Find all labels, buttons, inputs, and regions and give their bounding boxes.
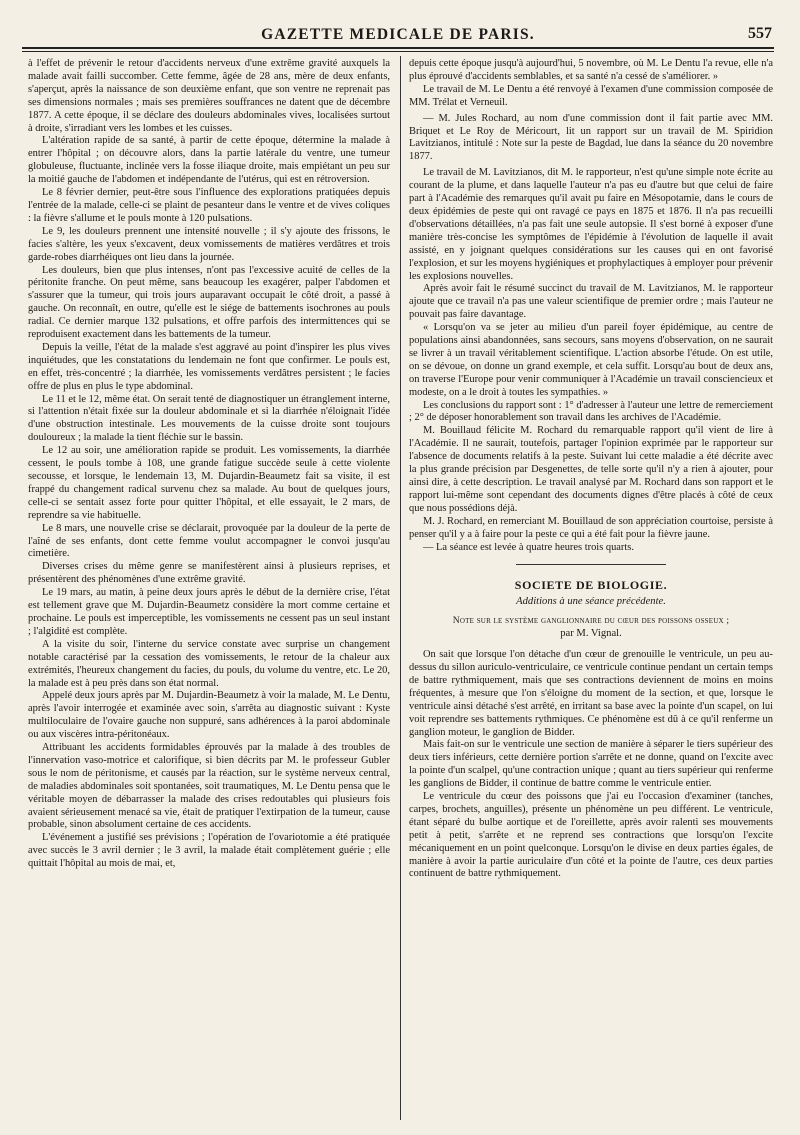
- paragraph: Le 9, les douleurs prennent une intensité nouvelle ; il s'y ajoute des frissons, le facies s'altère, les yeux s'excavent, deux vomissements de matières verdâtres et trois garde-robes diarrhéiques ont lieu dans la journée.: [28, 225, 390, 263]
- paragraph: Le 11 et le 12, même état. On serait tenté de diagnostiquer un étranglement interne, si l'attention n'était fixée sur la douleur abdominale et si la diarrhée n'éloignait l'idée d'une obstruction intestinale. Les mouvements de la cuisse droite sont toujours douloureux ; la malade la tient fléchie sur le bassin.: [28, 393, 390, 444]
- page-header: [22, 24, 774, 46]
- journal-title: GAZETTE MEDICALE DE PARIS.: [261, 26, 535, 43]
- paragraph: Le 8 février dernier, peut-être sous l'influence des explorations pratiquées depuis l'entrée de la malade, celle-ci se plaint de pesanteur dans le ventre et de vives coliques : la fièvre s'allume et le pouls monte à 120 pulsations.: [28, 187, 390, 224]
- society-heading: SOCIETE DE BIOLOGIE.: [514, 578, 668, 593]
- header-rule-thick: [22, 47, 774, 49]
- paragraph: Les conclusions du rapport sont : 1° d'adresser à l'auteur une lettre de remerciement ; 2° de déposer honorablement son travail dans les archives de l'Académie.: [409, 399, 773, 424]
- paragraph: On sait que lorsque l'on détache d'un cœur de grenouille le ventricule, un peu au-dessus du sillon auriculo-ventriculaire, ce ventricule continue pendant un certain temps de battre rythmiquement, mais que ses contractions deviennent de moins en moins fréquentes, à mesure que l'on s'éloigne du moment de la section, et que, lorsque le ventricule ainsi détaché s'est arrêté, en irritant sa base avec la pointe d'un scapel, on lui voit reprendre ses battements rythmiques. Ce phénomène est dû à ce qu'il renferme un ganglion moteur, le ganglion de Bidder.: [409, 649, 773, 738]
- paragraph: Le travail de M. Lavitzianos, dit M. le rapporteur, n'est qu'une simple note écrite au courant de la plume, et dans laquelle l'auteur n'a pas eu d'autre but que celui de faire part à l'Académie des remarques qu'il avait pu faire en Mésopotamie, dans le cours de deux épidémies de peste qui ont ravagé ce pays en 1875 et 1876. Il n'a pas recueilli d'observations détaillées, n'a pas fait une seule autopsie. Il s'est borné à exposer d'une manière très-concise les symptômes de l'épidémie à l'évolution de laquelle il avait assisté, en y joignant quelques considérations sur les causes qui en ont favorisé l'explosion, et sur les moyens hygiéniques et prophylactiques à employer pour prévenir les explosions nouvelles.: [409, 167, 773, 282]
- society-subheading: Additions à une séance précédente.: [516, 596, 666, 608]
- paragraph: « Lorsqu'on va se jeter au milieu d'un pareil foyer épidémique, au centre de populations ainsi abandonnées, sans secours, sans moyens d'observation, on ne saurait se livrer à un travail véritablement scientifique. L'action absorbe l'étude. On est utile, on se dévoue, on donne un grand exemple, et cela suffit. Lorsqu'au bout de deux ans, on traverse l'Europe pour venir communiquer à l'Académie un travail consciencieux et modeste, on a le droit à toutes les sympathies. »: [409, 322, 773, 398]
- column-divider: [400, 56, 401, 1120]
- paragraph: à l'effet de prévenir le retour d'accidents nerveux d'une extrême gravité auxquels la malade avait failli succomber. Cette femme, âgée de 28 ans, mère de deux enfants, s'aperçut, après la naissance de son deuxième enfant, que son ventre ne reprenait pas ses dimensions normales ; mais ses premières souffrances ne datent que de décembre 1877. A cette époque, il se déclare des douleurs abdominales vives, localisées surtout à droite, s'irradiant vers les lombes et les cuisses.: [28, 58, 390, 134]
- paragraph: Le travail de M. Le Dentu a été renvoyé à l'examen d'une commission composée de MM. Trélat et Verneuil.: [409, 83, 773, 108]
- paragraph: Depuis la veille, l'état de la malade s'est aggravé au point d'inspirer les plus vives inquiétudes, que les constatations du lendemain ne font que confirmer. Le pouls est, en effet, très-concentré ; la diarrhée, les vomissements verdâtres persistent ; le facies offre de plus en plus le type abdominal.: [28, 341, 390, 392]
- paragraph: — M. Jules Rochard, au nom d'une commission dont il fait partie avec MM. Briquet et Le Roy de Méricourt, lit un rapport sur un travail de M. Spiridion Lavitzianos, intitulé : Note sur la peste de Bagdad, lue dans la séance du 20 novembre 1877.: [409, 112, 773, 163]
- left-column: [28, 58, 390, 871]
- paragraph: A la visite du soir, l'interne du service constate avec surprise un changement notable caractérisé par la cessation des vomissements, le retour de la chaleur aux extrémités, l'heureux changement du facies, du pouls, du volume du ventre, etc. Le 20, la malade est à peu près dans son état normal.: [28, 638, 390, 689]
- paragraph: Le 12 au soir, une amélioration rapide se produit. Les vomissements, la diarrhée cessent, le pouls tombe à 108, une grande fatigue succède seule à cette violente secousse, et lorsque, le lendemain 13, M. Dujardin-Beaumetz fait sa visite, il est frappé du changement radical survenu chez sa malade. Au bout de quelques jours, celle-ci se sentait assez forte pour quitter l'hôpital, et elle essayait, le 2 mars, de reprendre sa vie habituelle.: [28, 445, 390, 521]
- page-number: 557: [748, 25, 772, 42]
- note-title: Note sur le système ganglionnaire du cœur des poissons osseux ;: [452, 615, 730, 627]
- paragraph: Le ventricule du cœur des poissons que j'ai eu l'occasion d'examiner (tanches, carpes, brochets, anguilles), présente un phénomène un peu différent. Le ventricule, étant séparé du bulbe aortique et de l'oreillette, après avoir ralenti ses mouvements petit à petit, s'arrête et ne reprend ses contractions que lorsqu'on l'excite mécaniquement en un point quelconque. Lorsqu'on le divise en deux parties égales, de manière à avoir la partie auriculaire d'un côté et la pointe de l'autre, ces deux parties continuent de battre rythmiquement.: [409, 791, 773, 880]
- paragraph: — La séance est levée à quatre heures trois quarts.: [423, 541, 634, 553]
- paragraph: Le 8 mars, une nouvelle crise se déclarait, provoquée par la douleur de la perte de l'aîné de ses enfants, dont cette femme voulut accompagner le convoi jusqu'au cimetière.: [28, 522, 390, 560]
- paragraph: L'altération rapide de sa santé, à partir de cette époque, détermine la malade à entrer l'hôpital ; on découvre alors, dans la partie latérale du ventre, une tumeur globuleuse, fluctuante, inclinée vers la fosse iliaque droite, mais empiétant un peu sur la moitié gauche de l'abdomen et indépendante de l'utérus, qui est en rétroversion.: [28, 135, 390, 186]
- paragraph: Diverses crises du même genre se manifestèrent ainsi à plusieurs reprises, et présentèrent des phénomènes d'une extrême gravité.: [28, 561, 390, 586]
- paragraph: Le 19 mars, au matin, à peine deux jours après le début de la dernière crise, l'état est tellement grave que M. Dujardin-Beaumetz considère la mort comme certaine et prochaine. Le pouls est imperceptible, les vomissements ne cessent pas un seul instant ; l'algidité est complète.: [28, 587, 390, 637]
- paragraph: M. J. Rochard, en remerciant M. Bouillaud de son appréciation courtoise, persiste à penser qu'il y a à faire pour la peste ce qui a été fait pour la fièvre jaune.: [409, 515, 773, 540]
- paragraph: Après avoir fait le résumé succinct du travail de M. Lavitzianos, M. le rapporteur ajoute que ce travail n'a pas une valeur scientifique de premier ordre ; mais l'auteur ne pouvait pas faire davantage.: [409, 283, 773, 321]
- paragraph: Les douleurs, bien que plus intenses, n'ont pas l'excessive acuité de celles de la péritonite franche. On peut même, sans beaucoup les exagérer, palper l'abdomen et s'assurer que la tumeur, qui trois jours auparavant occupait le côté droit, a passé à gauche. On reconnaît, en outre, qu'elle est le siége de battements isochrones au pouls radial. Ce dernier marque 132 pulsations, et offre parfois des intermittences qui se reproduisent exactement dans les battements de la tumeur.: [28, 264, 390, 341]
- paragraph: Appelé deux jours après par M. Dujardin-Beaumetz à voir la malade, M. Le Dentu, après l'avoir interrogée et examinée avec soin, s'arrêta au diagnostic suivant : Kyste multiloculaire de l'ovaire gauche non suppuré, sans adhérences à la paroi abdominale ou aux viscères intra-péritonéaux.: [28, 690, 390, 741]
- paragraph: depuis cette époque jusqu'à aujourd'hui, 5 novembre, où M. Le Dentu l'a revue, elle n'a plus éprouvé d'accidents semblables, et sa santé n'a cessé de s'améliorer. »: [409, 58, 773, 82]
- header-rule-thin: [22, 51, 774, 52]
- paragraph: Mais fait-on sur le ventricule une section de manière à séparer le tiers supérieur des deux tiers inférieurs, cette dernière portion s'arrête et ne donne, quand on l'excite avec la pointe d'un scalpel, qu'une contraction unique ; quant au tiers supérieur qui renferme les ganglions de Bidder, il continue de battre comme le ventricule entier.: [409, 739, 773, 790]
- right-column: [409, 58, 773, 881]
- paragraph: Attribuant les accidents formidables éprouvés par la malade à des troubles de l'innervation vaso-motrice et calorifique, si bien décrits par M. le professeur Gubler sous le nom de péritonisme, et causés par la réaction, sur le système nerveux central, de maladies abdominales soit spontanées, soit traumatiques, M. Le Dentu pensa que le véritable moyen de débarrasser la malade des crises redoutables qui plusieurs fois avaient sérieusement menacé sa vie, était de pratiquer l'extirpation de la tumeur, cause probable, sinon absolument certaine de ces accidents.: [28, 742, 390, 831]
- paragraph: M. Bouillaud félicite M. Rochard du remarquable rapport qu'il vient de lire à l'Académie. Il ne saurait, toutefois, partager l'opinion exprimée par le rapporteur sur l'absence de documents relatifs à la peste. Suivant lui cette maladie a été décrite avec la plus grande précision par Desgenettes, de telle sorte qu'il n'y a rien à ajouter, pour ainsi dire, à cette description. Le travail analysé par M. Rochard dans son rapport et le rapport lui-même sont cependant des documents dignes d'être placés à côté de ceux que nous possédions déjà.: [409, 425, 773, 514]
- paragraph: L'événement a justifié ses prévisions ; l'opération de l'ovariotomie a été pratiquée avec succès le 3 avril dernier ; le 3 avril, la malade était complètement guérie ; elle quittait l'hôpital au mois de mai, et,: [28, 832, 390, 870]
- section-divider: [516, 564, 666, 565]
- note-author: par M. Vignal.: [560, 628, 622, 640]
